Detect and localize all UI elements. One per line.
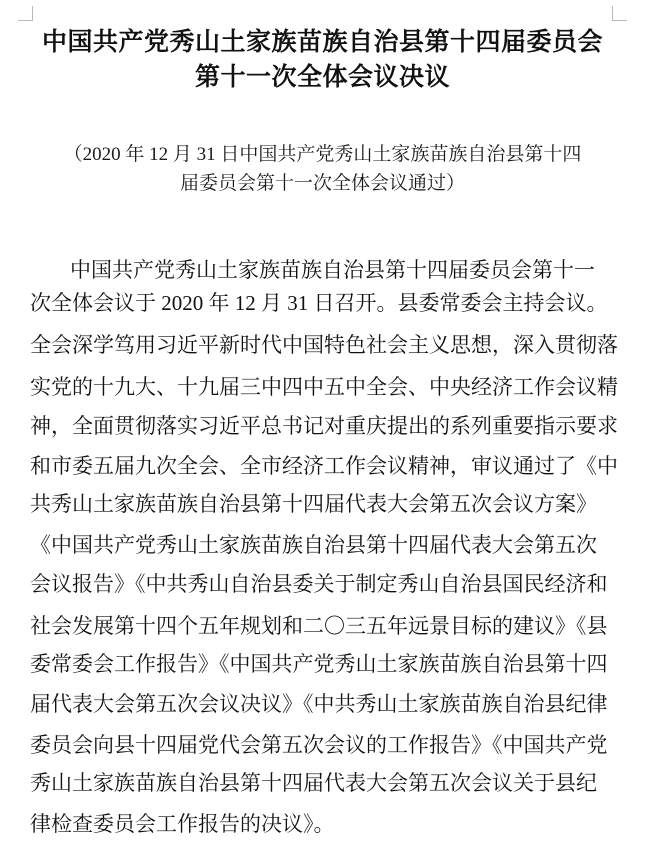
body-line-8: 《中国共产党秀山土家族苗族自治县第十四届代表大会第五次 <box>30 533 597 557</box>
body-line-9: 会议报告》《中共秀山自治县委关于制定秀山自治县国民经济和 <box>30 572 608 596</box>
body-line-1: 中国共产党秀山土家族苗族自治县第十四届委员会第十一 <box>70 258 595 282</box>
document-title-line-1: 中国共产党秀山土家族苗族自治县第十四届委员会 <box>41 27 603 56</box>
body-line-5: 神，全面贯彻落实习近平总书记对重庆提出的系列重要指示要求 <box>30 414 618 438</box>
body-line-15: 律检查委员会工作报告的决议》。 <box>30 812 335 836</box>
body-line-4: 实党的十九大、十九届三中四中五中全会、中央经济工作会议精 <box>30 375 618 399</box>
body-line-6: 和市委五届九次全会、全市经济工作会议精神，审议通过了《中 <box>30 454 618 478</box>
body-line-10: 社会发展第十四个五年规划和二〇三五年远景目标的建议》《县 <box>30 614 608 638</box>
body-line-3: 全会深学笃用习近平新时代中国特色社会主义思想，深入贯彻落 <box>30 333 618 357</box>
body-line-12: 届代表大会第五次会议决议》《中共秀山土家族苗族自治县纪律 <box>30 692 608 716</box>
body-line-14: 秀山土家族苗族自治县第十四届代表大会第五次会议关于县纪 <box>30 771 597 795</box>
document-subtitle-line-1: （2020 年 12 月 31 日中国共产党秀山土家族苗族自治县第十四 <box>63 144 582 165</box>
body-line-11: 委常委会工作报告》《中国共产党秀山土家族苗族自治县第十四 <box>30 652 608 676</box>
body-line-2: 次全体会议于 2020 年 12 月 31 日召开。县委常委会主持会议。 <box>30 291 608 315</box>
document-title-line-2: 第十一次全体会议决议 <box>194 62 450 91</box>
body-line-7: 共秀山土家族苗族自治县第十四届代表大会第五次会议方案》 <box>30 492 597 516</box>
document-subtitle-line-2: 届委员会第十一次全体会议通过） <box>179 173 465 194</box>
body-line-13: 委员会向县十四届党代会第五次会议的工作报告》《中国共产党 <box>30 733 608 757</box>
page-corner-mark-top-right <box>612 6 627 21</box>
page-corner-mark-top-left <box>18 6 33 21</box>
